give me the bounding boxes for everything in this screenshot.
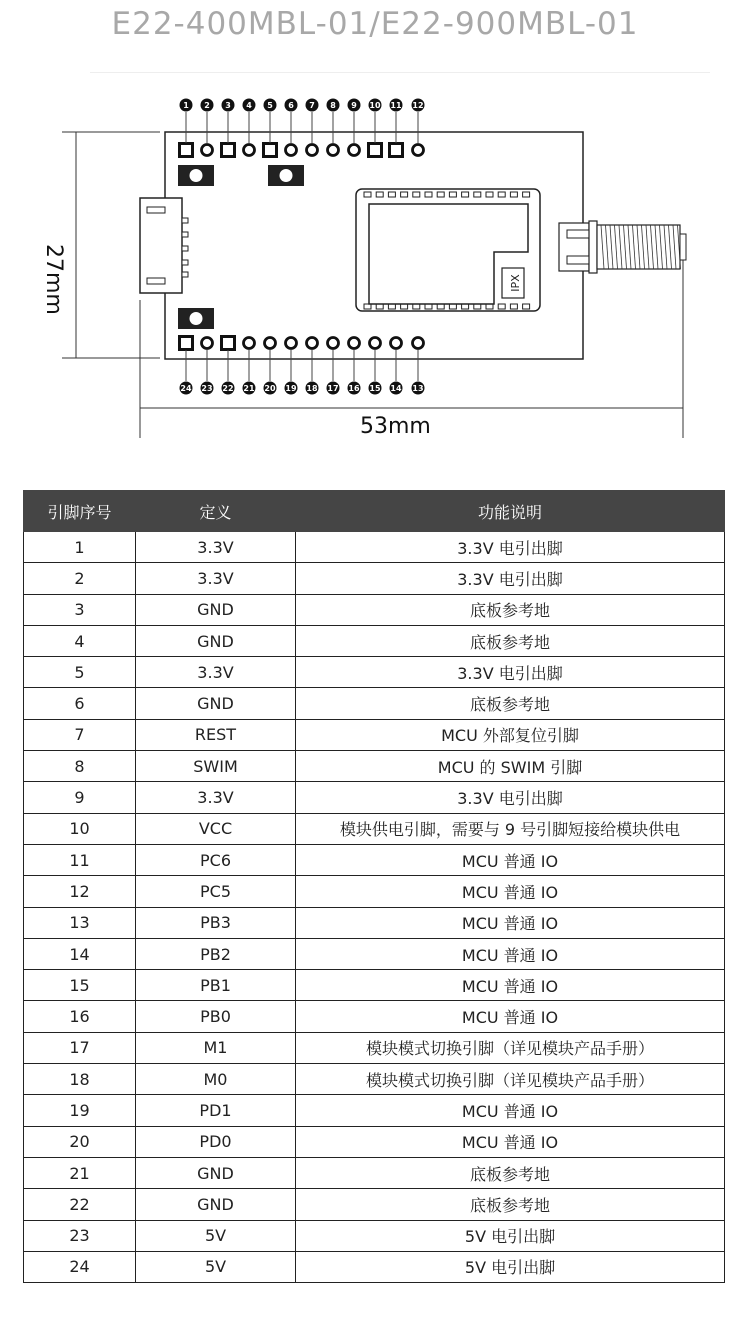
definition-cell: PB3 [136,907,296,938]
top-pin-label-text: 6 [288,101,294,110]
table-row [24,594,725,625]
bottom-pin [391,338,402,349]
top-pin-label [390,99,403,112]
pin-number-cell: 21 [24,1157,136,1188]
bottom-pin-label [222,382,235,395]
definition-cell: PB1 [136,970,296,1001]
bottom-pin-label [264,382,277,395]
description-cell: 3.3V 电引出脚 [296,657,725,688]
bottom-pin-label [390,382,403,395]
table-row [24,1095,725,1126]
antenna-connector [559,221,686,273]
top-pin-label-text: 9 [351,101,357,110]
top-pin-label [243,99,256,112]
top-pin [202,145,213,156]
bottom-pin-label [201,382,214,395]
definition-cell: GND [136,625,296,656]
pin-number-cell: 22 [24,1189,136,1220]
top-pin [180,144,193,157]
header-definition: 定义 [136,491,296,532]
definition-cell: GND [136,1189,296,1220]
top-pin-label [222,99,235,112]
description-cell: 模块模式切换引脚（详见模块产品手册） [296,1032,725,1063]
bottom-pin-label-text: 22 [222,384,234,393]
table-row [24,1157,725,1188]
width-dimension-label: 53mm [360,414,431,439]
description-cell: 底板参考地 [296,625,725,656]
description-cell: 模块模式切换引脚（详见模块产品手册） [296,1064,725,1095]
table-row [24,938,725,969]
definition-cell: M1 [136,1032,296,1063]
bottom-pin-label-text: 13 [412,384,424,393]
bottom-pin-label-text: 24 [180,384,192,393]
definition-cell: PD1 [136,1095,296,1126]
pin-number-cell: 7 [24,719,136,750]
top-pin-label-text: 4 [246,101,252,110]
description-cell: MCU 普通 IO [296,844,725,875]
pin-number-cell: 11 [24,844,136,875]
description-cell: MCU 普通 IO [296,876,725,907]
pin-number-cell: 6 [24,688,136,719]
pin-number-cell: 2 [24,563,136,594]
top-pin-label [264,99,277,112]
pin-number-cell: 3 [24,594,136,625]
bottom-pin-label [285,382,298,395]
table-row [24,1251,725,1282]
height-dimension-label: 27mm [41,244,66,315]
pin-number-cell: 24 [24,1251,136,1282]
bottom-pin-label [369,382,382,395]
top-pin-label [306,99,319,112]
ipx-label: IPX [509,274,522,292]
table-row [24,1032,725,1063]
top-pin [349,145,360,156]
top-pin-label-text: 11 [390,101,402,110]
pin-number-cell: 5 [24,657,136,688]
bottom-pin-label [327,382,340,395]
definition-cell: PC6 [136,844,296,875]
pin-number-cell: 1 [24,532,136,563]
top-pin-label [412,99,425,112]
table-row [24,813,725,844]
top-pin-label [201,99,214,112]
button-top-left [178,165,214,186]
bottom-pin-label-text: 19 [285,384,297,393]
bottom-pin-label [180,382,193,395]
bottom-pin [202,338,213,349]
pin-number-cell: 23 [24,1220,136,1251]
table-row [24,782,725,813]
table-row [24,532,725,563]
table-row [24,1001,725,1032]
bottom-pin [180,337,193,350]
definition-cell: GND [136,688,296,719]
definition-cell: PB2 [136,938,296,969]
definition-cell: GND [136,594,296,625]
bottom-pin-label-text: 15 [369,384,381,393]
top-pin [307,145,318,156]
table-row [24,1126,725,1157]
description-cell: MCU 普通 IO [296,1126,725,1157]
pin-number-cell: 20 [24,1126,136,1157]
title-divider [90,72,710,73]
top-pin-label-text: 2 [204,101,210,110]
top-pin [264,144,277,157]
bottom-pin [265,338,276,349]
table-row [24,844,725,875]
bottom-pin-label-text: 21 [243,384,255,393]
top-pin-label [285,99,298,112]
bottom-pin-label-text: 17 [327,384,339,393]
definition-cell: SWIM [136,751,296,782]
description-cell: 3.3V 电引出脚 [296,782,725,813]
pin-number-cell: 16 [24,1001,136,1032]
top-pin-label-text: 5 [267,101,273,110]
definition-cell: PC5 [136,876,296,907]
pin-number-cell: 12 [24,876,136,907]
table-row [24,970,725,1001]
bottom-pin [413,338,424,349]
table-row [24,1189,725,1220]
table-header-row [24,491,725,532]
table-row [24,688,725,719]
radio-module [356,189,540,311]
description-cell: 底板参考地 [296,1157,725,1188]
bottom-pin [349,338,360,349]
definition-cell: 3.3V [136,782,296,813]
module-diagram [0,80,750,455]
button-top-middle [268,165,304,186]
bottom-pin-label [243,382,256,395]
bottom-pin [307,338,318,349]
pin-number-cell: 17 [24,1032,136,1063]
definition-cell: VCC [136,813,296,844]
table-row [24,563,725,594]
table-row [24,1220,725,1251]
description-cell: 底板参考地 [296,594,725,625]
description-cell: 3.3V 电引出脚 [296,563,725,594]
bottom-pin [328,338,339,349]
top-pin-label [327,99,340,112]
bottom-pin-label-text: 20 [264,384,276,393]
description-cell: 5V 电引出脚 [296,1251,725,1282]
definition-cell: M0 [136,1064,296,1095]
top-pin-label-text: 8 [330,101,336,110]
top-pin-label-text: 10 [369,101,381,110]
description-cell: MCU 普通 IO [296,938,725,969]
table-row [24,657,725,688]
description-cell: 3.3V 电引出脚 [296,532,725,563]
top-pin-label-text: 1 [183,101,189,110]
top-pin [390,144,403,157]
top-pin-label-text: 12 [412,101,424,110]
bottom-pin [286,338,297,349]
bottom-pin [244,338,255,349]
pin-number-cell: 8 [24,751,136,782]
definition-cell: 3.3V [136,563,296,594]
table-row [24,751,725,782]
definition-cell: PB0 [136,1001,296,1032]
pin-number-cell: 10 [24,813,136,844]
header-pin-number: 引脚序号 [24,491,136,532]
definition-cell: REST [136,719,296,750]
table-row [24,907,725,938]
top-pin [222,144,235,157]
page-title: E22-400MBL-01/E22-900MBL-01 [111,6,639,42]
bottom-pin-label-text: 23 [201,384,213,393]
top-pin [328,145,339,156]
top-pin-label [348,99,361,112]
bottom-pin-label-text: 16 [348,384,360,393]
bottom-pin [222,337,235,350]
description-cell: 底板参考地 [296,688,725,719]
bottom-pin-label [348,382,361,395]
side-connector [140,198,188,293]
table-row [24,1064,725,1095]
top-pin [413,145,424,156]
definition-cell: 3.3V [136,532,296,563]
description-cell: MCU 的 SWIM 引脚 [296,751,725,782]
top-pin [286,145,297,156]
pin-number-cell: 18 [24,1064,136,1095]
bottom-pin [370,338,381,349]
definition-cell: 5V [136,1220,296,1251]
table-row [24,625,725,656]
bottom-pin-label-text: 14 [390,384,402,393]
description-cell: 5V 电引出脚 [296,1220,725,1251]
description-cell: 模块供电引脚，需要与 9 号引脚短接给模块供电 [296,813,725,844]
definition-cell: 3.3V [136,657,296,688]
bottom-pin-label-text: 18 [306,384,318,393]
description-cell: MCU 普通 IO [296,907,725,938]
table-row [24,719,725,750]
definition-cell: GND [136,1157,296,1188]
bottom-pin-label [306,382,319,395]
description-cell: MCU 普通 IO [296,970,725,1001]
description-cell: MCU 普通 IO [296,1001,725,1032]
top-pin [369,144,382,157]
pin-number-cell: 4 [24,625,136,656]
description-cell: MCU 普通 IO [296,1095,725,1126]
top-pin-label-text: 7 [309,101,315,110]
pin-number-cell: 13 [24,907,136,938]
top-pin [244,145,255,156]
top-pin-label-text: 3 [225,101,231,110]
table-row [24,876,725,907]
top-pin-label [369,99,382,112]
pin-number-cell: 15 [24,970,136,1001]
button-bottom-left [178,308,214,329]
definition-cell: PD0 [136,1126,296,1157]
pin-definition-table [23,490,725,1283]
pin-number-cell: 19 [24,1095,136,1126]
definition-cell: 5V [136,1251,296,1282]
top-pin-label [180,99,193,112]
bottom-pin-label [412,382,425,395]
description-cell: MCU 外部复位引脚 [296,719,725,750]
pin-number-cell: 14 [24,938,136,969]
pin-number-cell: 9 [24,782,136,813]
header-description: 功能说明 [296,491,725,532]
description-cell: 底板参考地 [296,1189,725,1220]
